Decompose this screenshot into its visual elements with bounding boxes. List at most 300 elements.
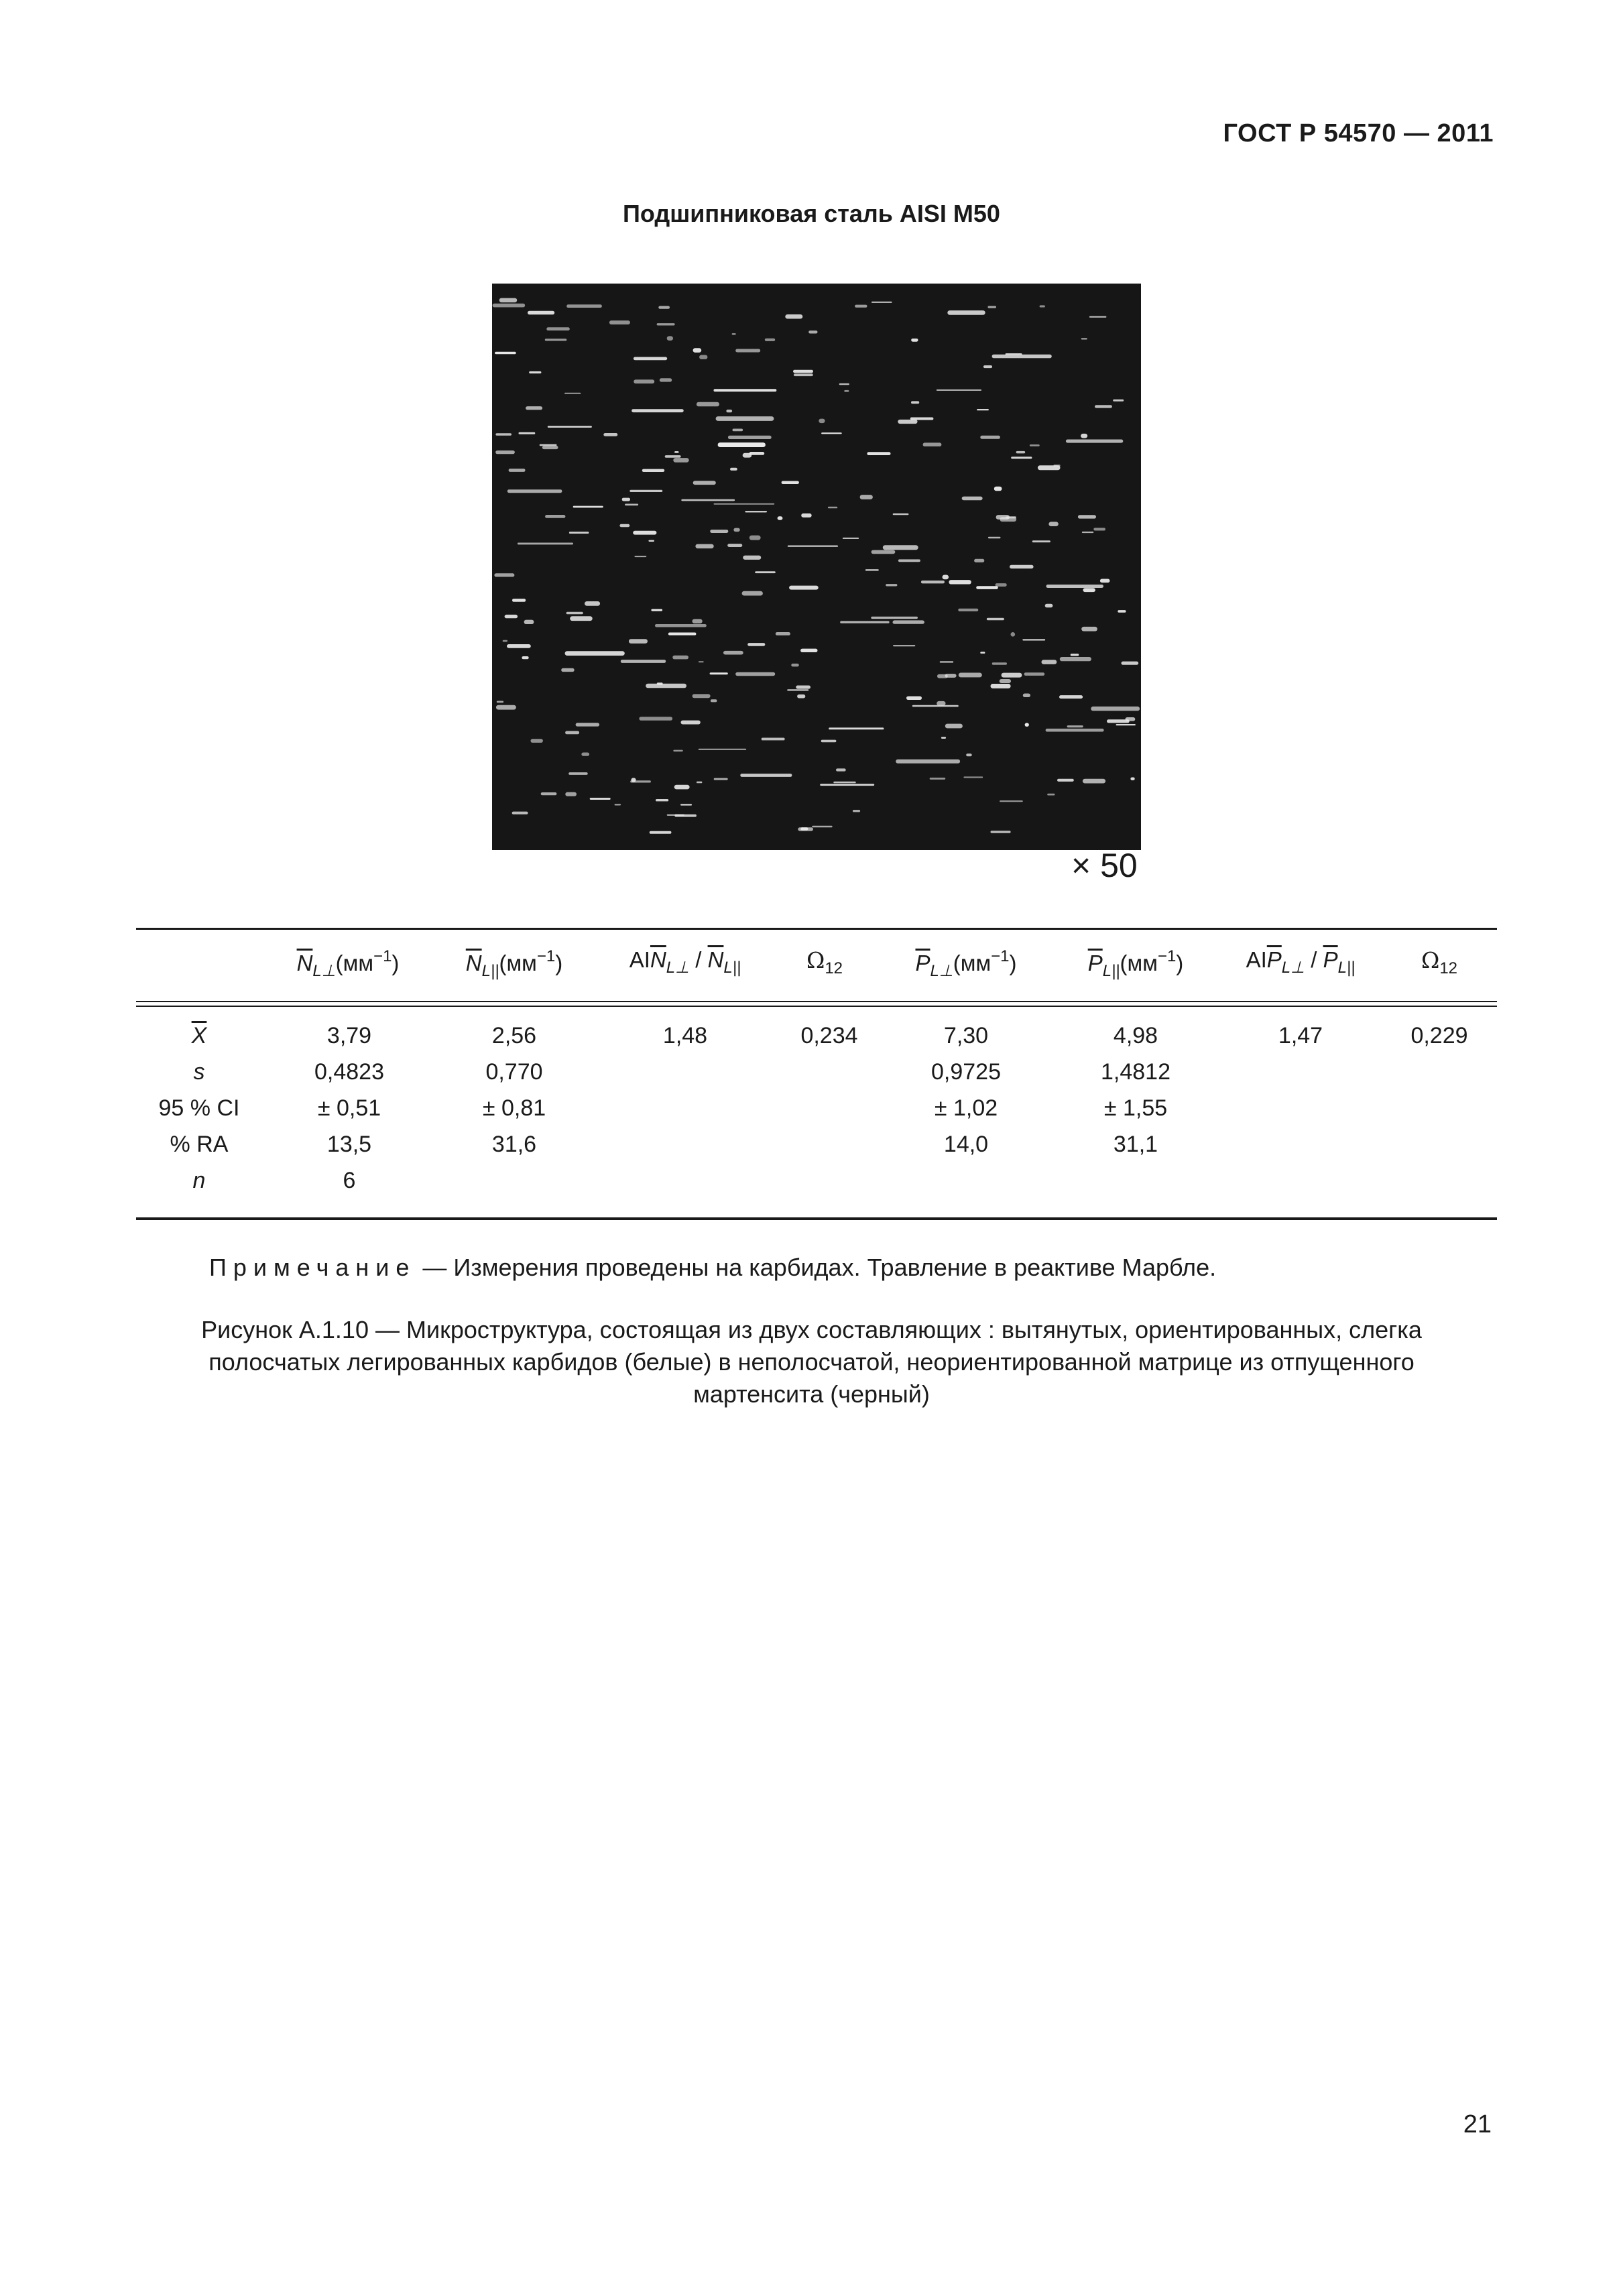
- table-cell: 4,98: [1113, 1023, 1158, 1048]
- carbide-streak: [615, 804, 621, 805]
- table-cell: ± 1,55: [1103, 1095, 1168, 1121]
- carbide-streak: [983, 365, 992, 368]
- carbide-streak: [1093, 528, 1105, 530]
- carbide-streak: [1082, 532, 1094, 533]
- carbide-streak: [655, 624, 707, 627]
- carbide-streak: [727, 544, 742, 547]
- carbide-streak: [541, 792, 557, 795]
- carbide-streak: [735, 672, 775, 676]
- carbide-streak: [789, 586, 819, 590]
- carbide-streak: [976, 586, 998, 589]
- carbide-streak: [542, 446, 558, 449]
- carbide-streak: [540, 444, 557, 446]
- carbide-streak: [699, 355, 707, 359]
- carbide-streak: [1095, 405, 1112, 408]
- figure-caption-line-2: полосчатых легированных карбидов (белые) в неполосчатой, неориентированной матрице из отпущенного: [208, 1348, 1415, 1376]
- carbide-streak: [568, 772, 588, 775]
- carbide-streak: [794, 373, 813, 376]
- carbide-streak: [958, 609, 978, 611]
- carbide-streak: [1100, 579, 1110, 583]
- carbide-streak: [699, 661, 704, 662]
- carbide-streak: [797, 694, 805, 699]
- carbide-streak: [656, 799, 668, 801]
- table-cell: ± 0,51: [317, 1095, 381, 1121]
- carbide-streak: [667, 336, 673, 341]
- carbide-streak: [693, 481, 716, 485]
- carbide-streak: [1045, 604, 1053, 607]
- carbide-streak: [629, 490, 662, 492]
- carbide-streak: [494, 573, 514, 577]
- carbide-streak: [1081, 338, 1087, 339]
- carbide-streak: [564, 393, 581, 394]
- carbide-streak: [1118, 610, 1126, 613]
- carbide-streak: [996, 583, 1007, 587]
- carbide-streak: [495, 450, 515, 454]
- carbide-streak: [519, 432, 536, 434]
- carbide-streak: [742, 591, 763, 596]
- carbide-streak: [1089, 316, 1107, 318]
- carbide-streak: [796, 686, 810, 689]
- carbide-streak: [1067, 725, 1083, 727]
- carbide-streak: [545, 339, 567, 341]
- carbide-streak: [1032, 540, 1050, 542]
- carbide-streak: [762, 738, 785, 741]
- carbide-streak: [668, 633, 697, 636]
- table-header-rule-1: [136, 1001, 1497, 1002]
- carbide-streak: [710, 530, 728, 533]
- carbide-streak: [630, 780, 651, 782]
- note-label: Примечание: [209, 1254, 416, 1281]
- carbide-streak: [531, 739, 543, 743]
- carbide-streak: [1091, 707, 1140, 711]
- carbide-streak: [745, 511, 767, 512]
- carbide-streak: [912, 705, 959, 707]
- carbide-streak: [801, 513, 812, 518]
- carbide-streak: [860, 495, 873, 499]
- carbide-streak: [576, 723, 600, 726]
- carbide-streak: [962, 497, 983, 501]
- carbide-streak: [1000, 800, 1023, 802]
- carbide-streak: [680, 804, 692, 805]
- carbide-streak: [808, 330, 817, 333]
- carbide-streak: [778, 516, 783, 520]
- carbide-streak: [1083, 779, 1105, 784]
- carbide-streak: [1048, 522, 1058, 526]
- carbide-streak: [603, 433, 617, 436]
- table-cell: 1,4812: [1101, 1059, 1170, 1085]
- carbide-streak: [619, 524, 629, 527]
- carbide-streak: [1071, 654, 1079, 656]
- carbide-streak: [548, 426, 592, 428]
- carbide-streak: [529, 371, 541, 373]
- row-label: % RA: [170, 1132, 229, 1157]
- carbide-streak: [545, 515, 565, 518]
- carbide-streak: [651, 609, 662, 611]
- carbide-streak: [732, 333, 736, 335]
- carbide-streak: [723, 651, 743, 655]
- carbide-streak: [566, 612, 583, 615]
- header-omega-1: $\Omega_{12}$: [806, 947, 843, 977]
- carbide-streak: [959, 673, 982, 678]
- carbide-streak: [512, 812, 528, 814]
- carbide-streak: [735, 349, 760, 353]
- carbide-streak: [966, 753, 972, 756]
- carbide-streak: [829, 727, 884, 729]
- carbide-streak: [565, 792, 577, 796]
- carbide-streak: [526, 406, 542, 410]
- document-number: ГОСТ Р 54570 — 2011: [1223, 119, 1494, 147]
- carbide-streak: [609, 320, 630, 324]
- carbide-streak: [657, 682, 663, 684]
- header-p-par: $\overline{P}_{L||}(мм^{-1})$: [1087, 947, 1184, 980]
- header-ai-p: $AI\overline{P}_{L\perp} / \overline{P}_{L||}$: [1246, 947, 1356, 977]
- carbide-streak: [1002, 673, 1022, 678]
- carbide-streak: [716, 416, 774, 421]
- carbide-streak: [812, 826, 832, 828]
- carbide-streak: [1107, 719, 1130, 723]
- carbide-streak: [949, 580, 971, 584]
- table-cell: 2,56: [491, 1023, 537, 1048]
- carbide-streak: [787, 689, 808, 691]
- table-bottom-rule: [136, 1217, 1497, 1220]
- carbide-streak: [639, 717, 672, 721]
- carbide-streak: [518, 543, 573, 545]
- carbide-streak: [697, 782, 703, 784]
- carbide-streak: [747, 643, 765, 646]
- carbide-streak: [833, 782, 855, 784]
- carbide-streak: [1066, 440, 1123, 443]
- carbide-streak: [1022, 639, 1045, 640]
- carbide-streak: [726, 410, 732, 412]
- carbide-streak: [893, 513, 909, 516]
- carbide-streak: [507, 644, 531, 648]
- carbide-streak: [642, 469, 664, 472]
- table-cell: 31,1: [1113, 1132, 1158, 1157]
- carbide-streak: [1010, 565, 1034, 568]
- table-note: [209, 1254, 1216, 1282]
- carbide-streak: [1059, 695, 1083, 699]
- carbide-streak: [657, 323, 675, 325]
- carbide-streak: [893, 645, 915, 646]
- carbide-streak: [673, 750, 682, 752]
- carbide-streak: [622, 498, 630, 501]
- carbide-streak: [1046, 585, 1104, 588]
- carbide-streak: [693, 619, 703, 623]
- carbide-streak: [566, 304, 602, 308]
- figure-caption-line-3: мартенсита (черный): [693, 1380, 930, 1408]
- carbide-streak: [987, 618, 1004, 621]
- carbide-streak: [634, 357, 667, 361]
- carbide-streak: [865, 569, 879, 570]
- carbide-streak: [634, 379, 654, 383]
- carbide-streak: [765, 339, 775, 341]
- carbide-streak: [963, 776, 983, 778]
- carbide-streak: [714, 503, 775, 505]
- carbide-streak: [943, 575, 949, 580]
- carbide-streak: [1130, 778, 1134, 781]
- carbide-streak: [648, 540, 654, 542]
- header-omega-2: $\Omega_{12}$: [1421, 947, 1458, 977]
- carbide-streak: [621, 660, 666, 663]
- carbide-streak: [911, 339, 918, 342]
- carbide-streak: [699, 749, 747, 750]
- table-cell: 31,6: [491, 1132, 537, 1157]
- carbide-streak: [1040, 305, 1045, 307]
- carbide-streak: [921, 581, 945, 583]
- carbide-streak: [1081, 627, 1097, 631]
- carbide-streak: [697, 402, 719, 407]
- table-cell: 7,30: [943, 1023, 989, 1048]
- carbide-streak: [733, 528, 739, 532]
- carbide-streak: [581, 753, 589, 756]
- carbide-streak: [855, 305, 867, 308]
- table-top-rule: [136, 928, 1497, 930]
- table-cell: 0,234: [800, 1023, 858, 1048]
- carbide-streak: [733, 429, 743, 432]
- carbide-streak: [788, 545, 838, 547]
- carbide-streak: [930, 778, 946, 780]
- carbide-streak: [496, 705, 516, 710]
- carbide-streak: [660, 378, 672, 381]
- carbide-streak: [673, 458, 688, 463]
- carbide-streak: [996, 515, 1010, 520]
- carbide-streak: [528, 311, 554, 315]
- carbide-streak: [988, 537, 1001, 538]
- carbide-streak: [710, 672, 728, 674]
- carbide-streak: [495, 352, 516, 355]
- carbide-streak: [503, 640, 507, 642]
- row-label: s: [193, 1059, 205, 1085]
- carbide-streak: [1025, 723, 1029, 727]
- row-label: n: [192, 1168, 206, 1193]
- carbide-streak: [681, 499, 735, 501]
- carbide-streak: [853, 810, 860, 812]
- carbide-streak: [650, 831, 672, 834]
- carbide-streak: [940, 661, 954, 662]
- carbide-streak: [886, 584, 897, 586]
- carbide-streak: [991, 831, 1011, 833]
- carbide-streak: [977, 409, 989, 410]
- carbide-streak: [994, 487, 1002, 491]
- table-cell: 1,47: [1278, 1023, 1323, 1048]
- carbide-streak: [974, 559, 984, 562]
- carbide-streak: [1000, 679, 1011, 683]
- carbide-streak: [728, 436, 772, 439]
- carbide-streak: [844, 390, 849, 392]
- carbide-streak: [658, 306, 670, 308]
- micrograph-svg: [492, 284, 1141, 850]
- carbide-streak: [782, 481, 799, 485]
- header-ai-n: $AI\overline{N}_{L\perp} / \overline{N}_{L||}$: [629, 947, 741, 977]
- carbide-streak: [840, 621, 889, 623]
- carbide-streak: [1054, 465, 1061, 467]
- table-cell: 1,48: [662, 1023, 708, 1048]
- carbide-streak: [573, 506, 603, 508]
- carbide-streak: [632, 409, 684, 412]
- carbide-streak: [740, 774, 792, 777]
- carbide-streak: [1030, 444, 1040, 446]
- carbide-streak: [565, 731, 579, 734]
- carbide-streak: [867, 452, 890, 455]
- carbide-streak: [988, 306, 997, 308]
- table-cell: 0,4823: [314, 1059, 384, 1085]
- carbide-streak: [991, 684, 1011, 688]
- carbide-streak: [507, 489, 562, 493]
- carbide-streak: [776, 632, 790, 636]
- carbide-streak: [711, 699, 717, 702]
- carbide-streak: [911, 401, 919, 404]
- carbide-streak: [629, 639, 648, 644]
- carbide-streak: [546, 327, 570, 330]
- carbide-streak: [843, 538, 859, 539]
- carbide-streak: [906, 697, 922, 700]
- carbide-streak: [590, 798, 611, 800]
- carbide-streak: [893, 620, 924, 623]
- carbide-streak: [871, 550, 896, 554]
- carbide-streak: [495, 433, 512, 436]
- carbide-streak: [1016, 451, 1026, 454]
- carbide-streak: [947, 310, 985, 315]
- carbide-streak: [512, 599, 526, 602]
- carbide-streak: [509, 469, 526, 472]
- carbide-streak: [821, 432, 842, 434]
- carbide-streak: [1024, 672, 1045, 676]
- carbide-streak: [898, 559, 920, 562]
- carbide-streak: [522, 656, 528, 659]
- carbide-streak: [743, 556, 761, 560]
- carbide-streak: [937, 674, 948, 678]
- table-header-rule-2: [136, 1006, 1497, 1007]
- carbide-streak: [896, 760, 960, 764]
- table-cell: ± 0,81: [482, 1095, 546, 1121]
- carbide-streak: [871, 302, 892, 303]
- carbide-streak: [1023, 694, 1030, 698]
- carbide-streak: [565, 651, 625, 656]
- carbide-streak: [570, 616, 593, 621]
- table-cell: ± 1,02: [934, 1095, 998, 1121]
- carbide-streak: [819, 419, 825, 424]
- table-cell: 0,770: [485, 1059, 543, 1085]
- carbide-streak: [923, 442, 942, 446]
- header-n-perp: $\overline{N}_{L\perp}(мм^{-1})$: [296, 947, 400, 980]
- carbide-streak: [785, 314, 802, 319]
- carbide-streak: [793, 370, 813, 373]
- carbide-streak: [836, 768, 846, 771]
- carbide-streak: [992, 662, 1007, 664]
- carbide-streak: [749, 452, 765, 455]
- carbide-streak: [674, 451, 678, 453]
- carbide-streak: [941, 737, 946, 739]
- note-text: — Измерения проведены на карбидах. Травление в реактиве Марбле.: [416, 1254, 1217, 1281]
- carbide-streak: [561, 668, 575, 672]
- figure-title: Подшипниковая сталь AISI M50: [623, 200, 1000, 227]
- carbide-streak: [569, 532, 589, 534]
- table-cell: 0,9725: [931, 1059, 1001, 1085]
- carbide-streak: [524, 620, 534, 624]
- carbide-streak: [499, 298, 518, 303]
- header-n-par: $\overline{N}_{L||}(мм^{-1})$: [465, 947, 563, 980]
- row-label: $\overline{X}$: [191, 1023, 207, 1048]
- carbide-streak: [992, 355, 1052, 359]
- carbide-streak: [693, 348, 702, 353]
- carbide-streak: [883, 545, 918, 550]
- table-cell: 3,79: [326, 1023, 372, 1048]
- table-cell: 14,0: [943, 1132, 989, 1157]
- carbide-streak: [980, 436, 1000, 439]
- carbide-streak: [674, 785, 690, 790]
- carbide-streak: [1011, 457, 1032, 459]
- carbide-streak: [718, 442, 766, 447]
- carbide-streak: [800, 649, 817, 652]
- row-label: 95 % CI: [158, 1095, 240, 1121]
- carbide-streak: [937, 701, 945, 706]
- carbide-streak: [714, 389, 777, 391]
- carbide-streak: [1011, 632, 1016, 637]
- carbide-streak: [1083, 588, 1095, 592]
- page-number: 21: [1463, 2110, 1492, 2138]
- carbide-streak: [980, 652, 985, 654]
- carbide-streak: [1060, 657, 1091, 661]
- carbide-streak: [693, 694, 711, 698]
- carbide-streak: [1116, 724, 1136, 725]
- carbide-streak: [1057, 779, 1074, 782]
- carbide-streak: [633, 531, 656, 535]
- carbide-streak: [1078, 515, 1096, 518]
- carbide-streak: [1122, 662, 1139, 665]
- carbide-streak: [505, 615, 518, 618]
- carbide-streak: [646, 684, 686, 688]
- carbide-streak: [672, 656, 688, 660]
- figure-caption-line-1: Рисунок А.1.10 — Микроструктура, состоящая из двух составляющих : вытянутых, ориентированных, слегка: [201, 1316, 1422, 1343]
- carbide-streak: [937, 389, 981, 391]
- carbide-streak: [945, 724, 963, 729]
- table-cell: 0,229: [1410, 1023, 1468, 1048]
- table-cell: 13,5: [326, 1132, 372, 1157]
- carbide-streak: [791, 664, 798, 667]
- carbide-streak: [898, 420, 917, 424]
- carbide-streak: [1113, 400, 1124, 402]
- carbide-streak: [1046, 729, 1104, 732]
- carbide-streak: [798, 827, 813, 831]
- carbide-streak: [730, 468, 737, 471]
- carbide-streak: [755, 571, 776, 573]
- carbide-streak: [820, 784, 874, 786]
- carbide-streak: [497, 701, 503, 703]
- table-cell: 6: [343, 1168, 356, 1193]
- carbide-streak: [871, 617, 918, 619]
- carbide-streak: [714, 778, 728, 780]
- carbide-streak: [493, 304, 526, 308]
- carbide-streak: [681, 721, 701, 725]
- carbide-streak: [1042, 660, 1057, 664]
- micrograph-image: [492, 284, 1141, 850]
- carbide-streak: [1047, 794, 1055, 796]
- carbide-streak: [625, 504, 638, 506]
- carbide-streak: [667, 814, 684, 817]
- carbide-streak: [910, 418, 934, 420]
- carbide-streak: [828, 507, 837, 509]
- carbide-streak: [1081, 434, 1087, 438]
- carbide-streak: [634, 556, 646, 557]
- carbide-streak: [839, 383, 849, 385]
- carbide-streak: [749, 536, 761, 540]
- carbide-streak: [821, 740, 837, 743]
- carbide-streak: [585, 601, 600, 606]
- carbide-streak: [695, 544, 713, 549]
- header-p-perp: $\overline{P}_{L\perp}(мм^{-1})$: [915, 947, 1017, 980]
- magnification-label: × 50: [1071, 847, 1138, 884]
- carbide-streak: [665, 455, 681, 458]
